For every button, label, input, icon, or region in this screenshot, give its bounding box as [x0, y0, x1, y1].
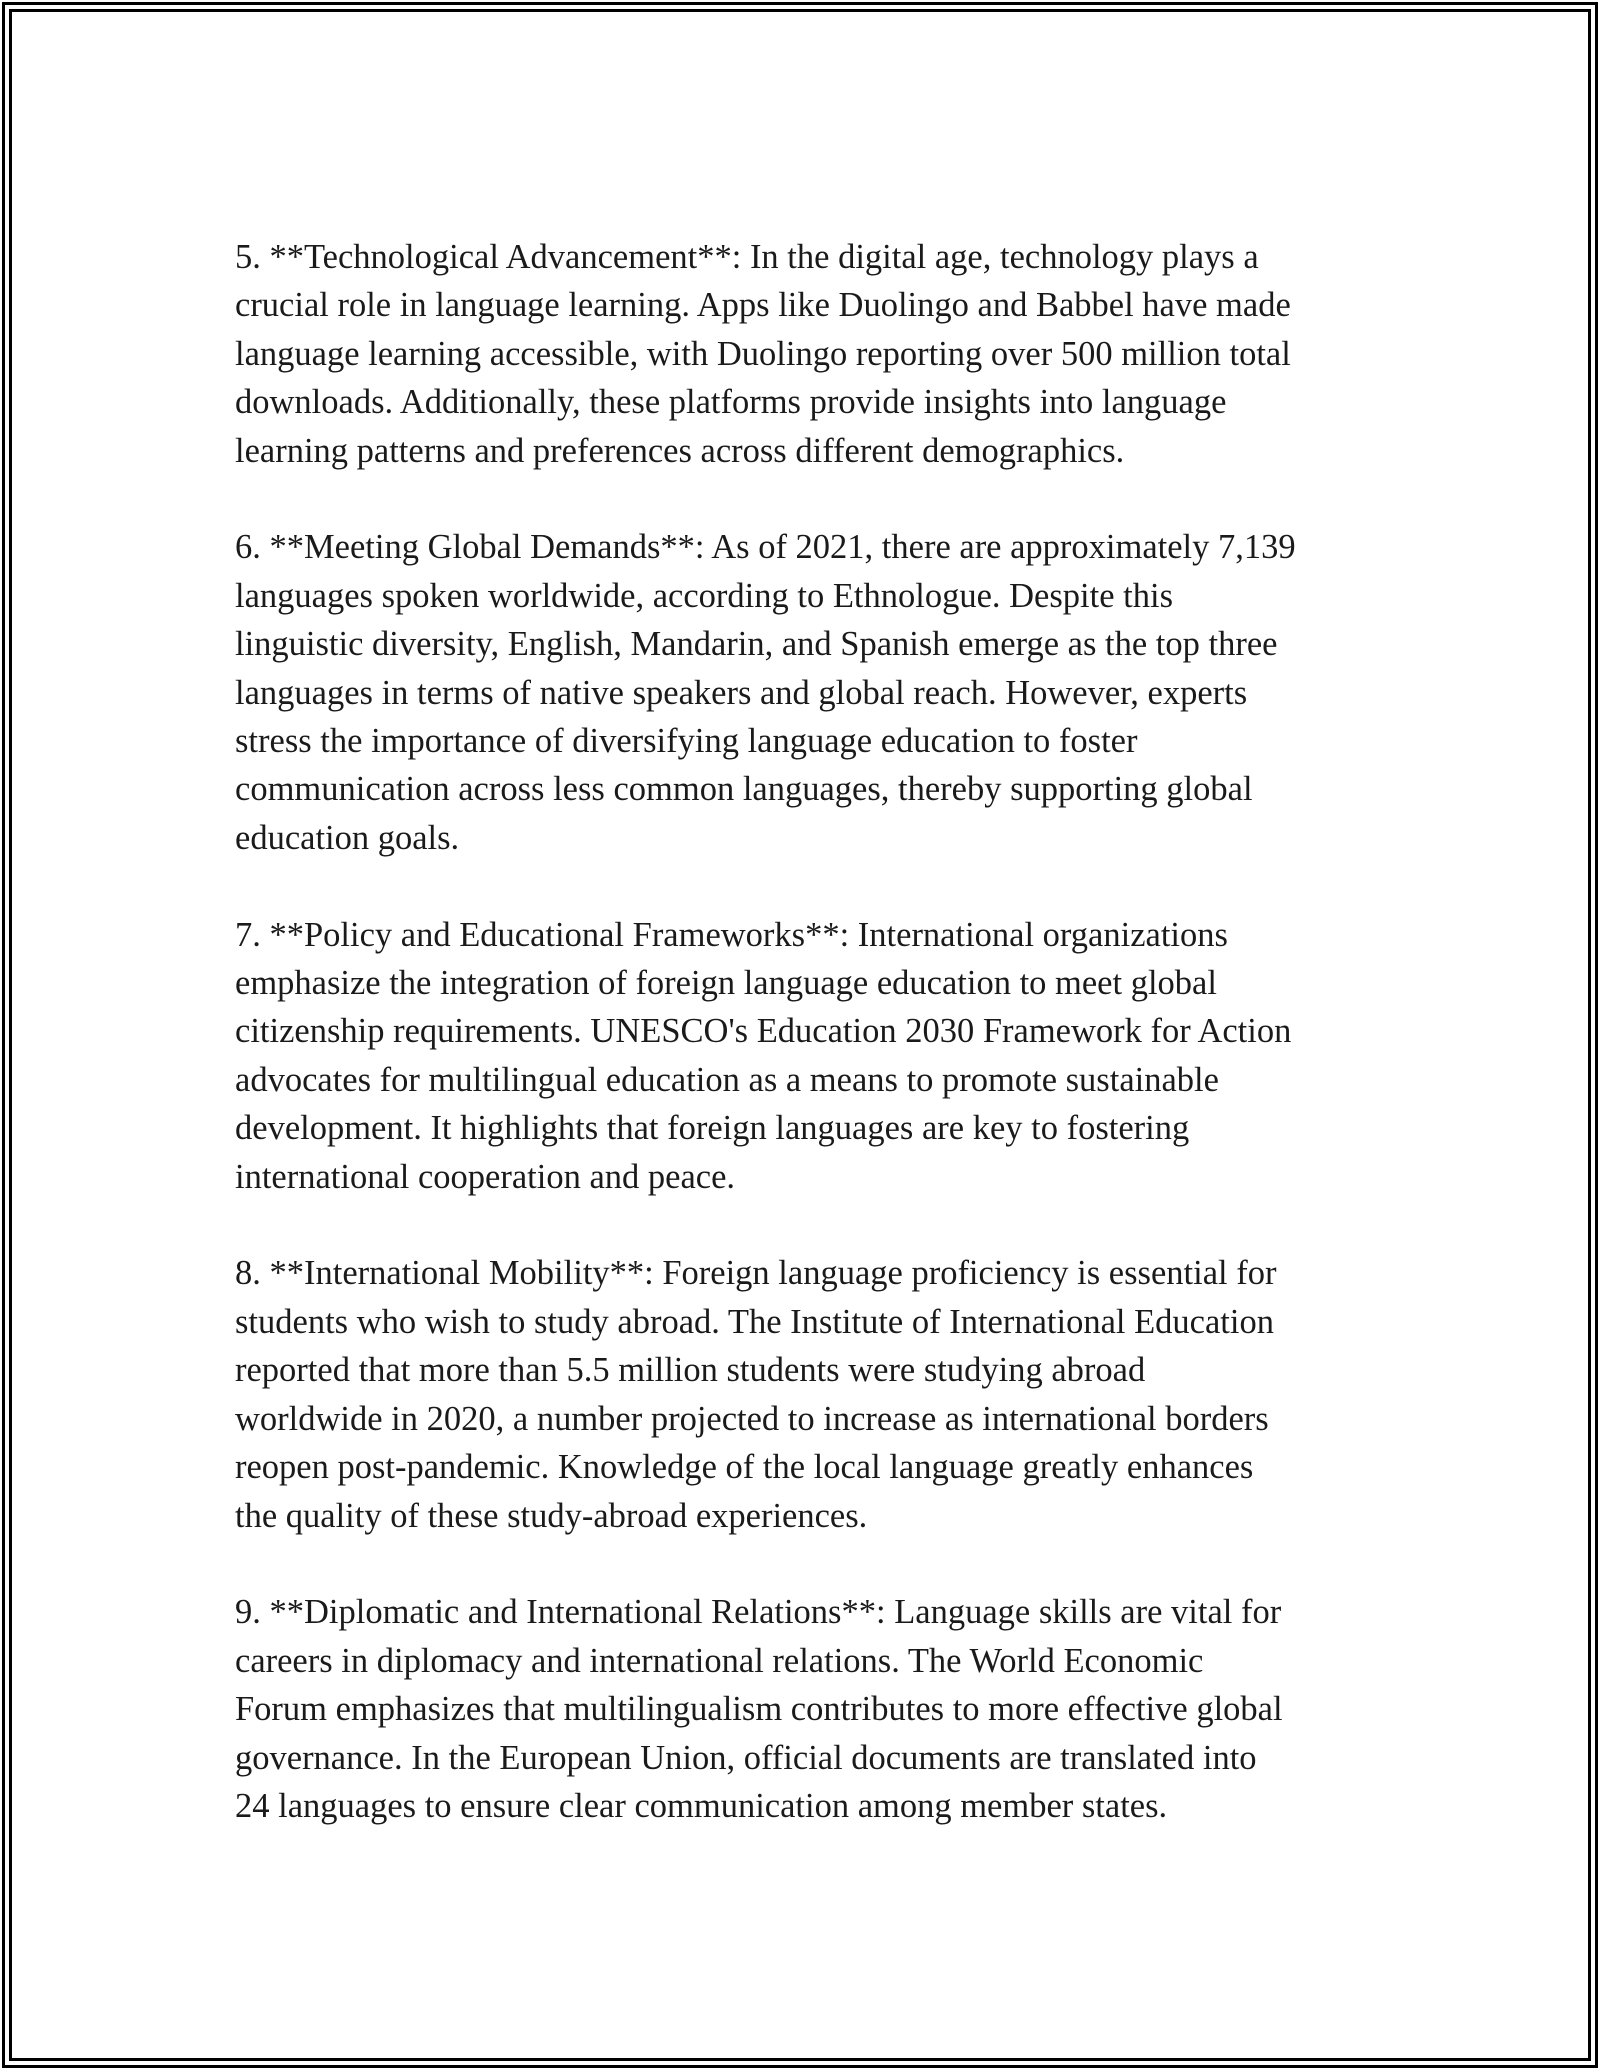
- text-line: international cooperation and peace.: [235, 1157, 736, 1196]
- paragraph-policy-frameworks: [235, 911, 1375, 1201]
- text-line: Forum emphasizes that multilingualism contributes to more effective global: [235, 1690, 1283, 1729]
- text-line: citizenship requirements. UNESCO's Education 2030 Framework for Action: [235, 1012, 1292, 1051]
- text-line: emphasize the integration of foreign language education to meet global: [235, 964, 1217, 1003]
- text-line: development. It highlights that foreign languages are key to fostering: [235, 1109, 1190, 1148]
- text-line: languages in terms of native speakers and global reach. However, experts: [235, 673, 1248, 712]
- paragraph-international-mobility: [235, 1249, 1375, 1539]
- text-line: downloads. Additionally, these platforms provide insights into language: [235, 383, 1227, 422]
- text-line: 24 languages to ensure clear communication among member states.: [235, 1786, 1168, 1825]
- text-line: students who wish to study abroad. The Institute of International Education: [235, 1302, 1274, 1341]
- text-line: 8. **International Mobility**: Foreign language proficiency is essential for: [235, 1254, 1277, 1293]
- text-line: 6. **Meeting Global Demands**: As of 2021, there are approximately 7,139: [235, 528, 1296, 567]
- paragraph-diplomatic-relations: [235, 1588, 1375, 1830]
- text-line: 7. **Policy and Educational Frameworks**: International organizations: [235, 915, 1228, 954]
- paragraph-technological-advancement: [235, 233, 1375, 475]
- text-line: crucial role in language learning. Apps like Duolingo and Babbel have made: [235, 286, 1291, 325]
- text-line: reopen post-pandemic. Knowledge of the local language greatly enhances: [235, 1448, 1254, 1487]
- text-line: reported that more than 5.5 million students were studying abroad: [235, 1351, 1146, 1390]
- paragraph-meeting-global-demands: [235, 523, 1375, 862]
- text-line: languages spoken worldwide, according to Ethnologue. Despite this: [235, 576, 1174, 615]
- text-line: education goals.: [235, 818, 460, 857]
- text-line: 5. **Technological Advancement**: In the digital age, technology plays a: [235, 238, 1259, 276]
- text-line: worldwide in 2020, a number projected to increase as international borders: [235, 1399, 1269, 1438]
- text-line: linguistic diversity, English, Mandarin, and Spanish emerge as the top three: [235, 625, 1278, 664]
- text-line: learning patterns and preferences across different demographics.: [235, 431, 1125, 470]
- text-line: stress the importance of diversifying language education to foster: [235, 722, 1138, 761]
- text-line: communication across less common languages, thereby supporting global: [235, 770, 1253, 809]
- text-line: the quality of these study-abroad experiences.: [235, 1496, 868, 1535]
- text-line: careers in diplomacy and international relations. The World Economic: [235, 1641, 1204, 1680]
- document-body: [235, 233, 1375, 1879]
- text-line: 9. **Diplomatic and International Relations**: Language skills are vital for: [235, 1593, 1282, 1632]
- text-line: advocates for multilingual education as a means to promote sustainable: [235, 1060, 1219, 1099]
- text-line: governance. In the European Union, official documents are translated into: [235, 1738, 1257, 1777]
- text-line: language learning accessible, with Duolingo reporting over 500 million total: [235, 334, 1291, 373]
